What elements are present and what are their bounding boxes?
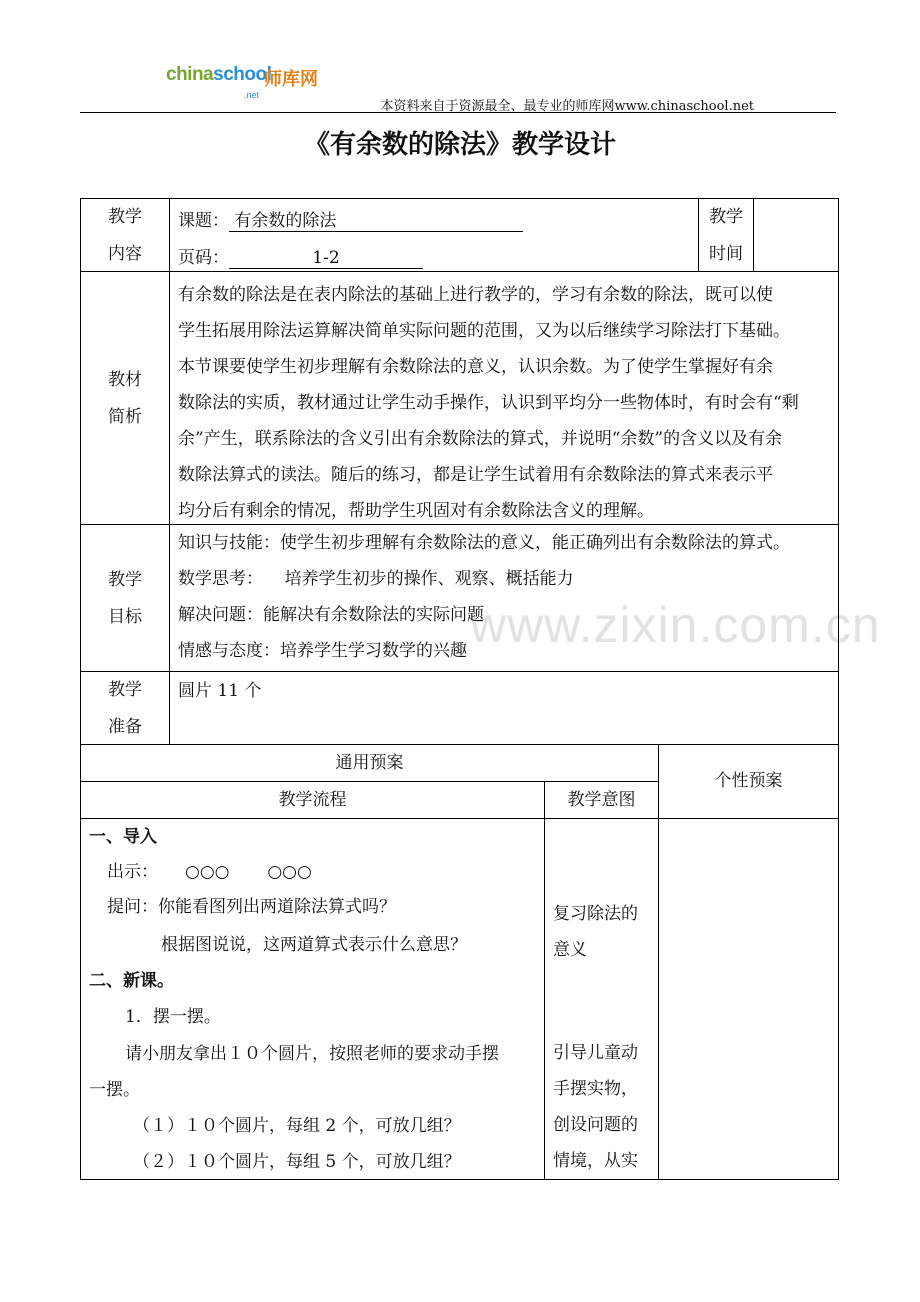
logo-china-text: china <box>166 64 214 85</box>
intent-header: 教学意图 <box>544 781 659 819</box>
document-title: 《有余数的除法》教学设计 <box>303 130 616 160</box>
goal-label-cell <box>80 524 170 672</box>
process-line: 一摆。 <box>89 1080 140 1100</box>
logo-school-text: school <box>213 64 272 85</box>
analysis-label-line1: 教材 <box>108 370 142 390</box>
intent-line: 情境，从实 <box>553 1151 638 1171</box>
page-value: 1-2 <box>229 248 423 269</box>
site-logo[interactable] <box>166 64 318 108</box>
goal-line: 知识与技能：使学生初步理解有余数除法的意义，能正确列出有余数除法的算式。 <box>178 533 790 553</box>
header-tagline: 本资料来自于资源最全、最专业的师库网www.chinaschool.net <box>380 99 754 114</box>
process-line: 出示： ○○○ ○○○ <box>107 862 312 882</box>
process-line: 根据图说说，这两道算式表示什么意思？ <box>161 935 467 955</box>
intent-line: 复习除法的 <box>553 904 638 924</box>
intent-line: 意义 <box>553 940 587 960</box>
analysis-label-line2: 简析 <box>108 407 142 427</box>
goal-label-line1: 教学 <box>108 570 142 590</box>
analysis-line: 数除法算式的读法。随后的练习，都是让学生试着用有余数除法的算式来表示平 <box>178 465 773 485</box>
process-line: 提问：你能看图列出两道除法算式吗？ <box>107 897 396 917</box>
logo-chinese-text: 师库网 <box>264 69 318 90</box>
analysis-line: 均分后有剩余的情况，帮助学生巩固对有余数除法含义的理解。 <box>178 501 654 521</box>
process-line: （１）１０个圆片，每组 2 个，可放几组？ <box>133 1116 461 1136</box>
goal-line: 情感与态度：培养学生学习数学的兴趣 <box>178 641 467 661</box>
goal-line: 数学思考： 培养学生初步的操作、观察、概括能力 <box>178 569 574 589</box>
intent-line: 引导儿童动 <box>553 1043 638 1063</box>
topic-label: 课题： <box>178 211 229 231</box>
personal-plan-cell <box>658 818 839 1180</box>
content-label-line1: 教学 <box>108 207 142 227</box>
process-line: 请小朋友拿出１０个圆片，按照老师的要求动手摆 <box>125 1044 499 1064</box>
process-line: （２）１０个圆片，每组 5 个，可放几组？ <box>133 1152 461 1172</box>
process-line: 1．摆一摆。 <box>125 1007 221 1027</box>
page-label: 页码： <box>178 248 229 268</box>
time-value-cell <box>753 198 839 272</box>
analysis-line: 余”产生，联系除法的含义引出有余数除法的算式，并说明“余数”的含义以及有余 <box>178 429 783 449</box>
time-label-line2: 时间 <box>709 244 743 264</box>
intent-line: 手摆实物， <box>553 1079 638 1099</box>
content-label-line2: 内容 <box>108 244 142 264</box>
prep-value-cell <box>169 671 839 745</box>
analysis-line: 本节课要使学生初步理解有余数除法的意义，认识余数。为了使学生掌握好有余 <box>178 357 773 377</box>
page-header <box>80 60 836 114</box>
intent-line: 创设问题的 <box>553 1115 638 1135</box>
goal-text-cell <box>169 524 839 672</box>
prep-label-line2: 准备 <box>108 717 142 737</box>
prep-label-line1: 教学 <box>108 680 142 700</box>
process-cell <box>80 818 545 1180</box>
process-header: 教学流程 <box>80 781 545 819</box>
section-intro-heading: 一、导入 <box>89 827 157 847</box>
topic-cell <box>169 198 699 272</box>
analysis-label-cell <box>80 271 170 525</box>
analysis-line: 数除法的实质，教材通过让学生动手操作，认识到平均分一些物体时，有时会有“剩 <box>178 393 799 413</box>
personal-plan-header: 个性预案 <box>658 744 839 819</box>
time-label-cell <box>698 198 754 272</box>
analysis-line: 学生拓展用除法运算解决简单实际问题的范围，又为以后继续学习除法打下基础。 <box>178 321 790 341</box>
logo-net-text: .net <box>244 90 260 100</box>
prep-value: 圆片 11 个 <box>178 681 262 701</box>
goal-label-line2: 目标 <box>108 607 142 627</box>
content-label-cell <box>80 198 170 272</box>
general-plan-header: 通用预案 <box>80 744 659 782</box>
analysis-text-cell <box>169 271 839 525</box>
goal-line: 解决问题：能解决有余数除法的实际问题 <box>178 605 484 625</box>
time-label-line1: 教学 <box>709 207 743 227</box>
intent-cell <box>544 818 659 1180</box>
topic-value: 有余数的除法 <box>229 206 523 232</box>
analysis-line: 有余数的除法是在表内除法的基础上进行教学的，学习有余数的除法，既可以使 <box>178 285 773 305</box>
header-divider <box>80 112 836 113</box>
watermark: www.zixin.com.cn <box>470 597 881 653</box>
prep-label-cell <box>80 671 170 745</box>
section-new-heading: 二、新课。 <box>89 971 174 991</box>
